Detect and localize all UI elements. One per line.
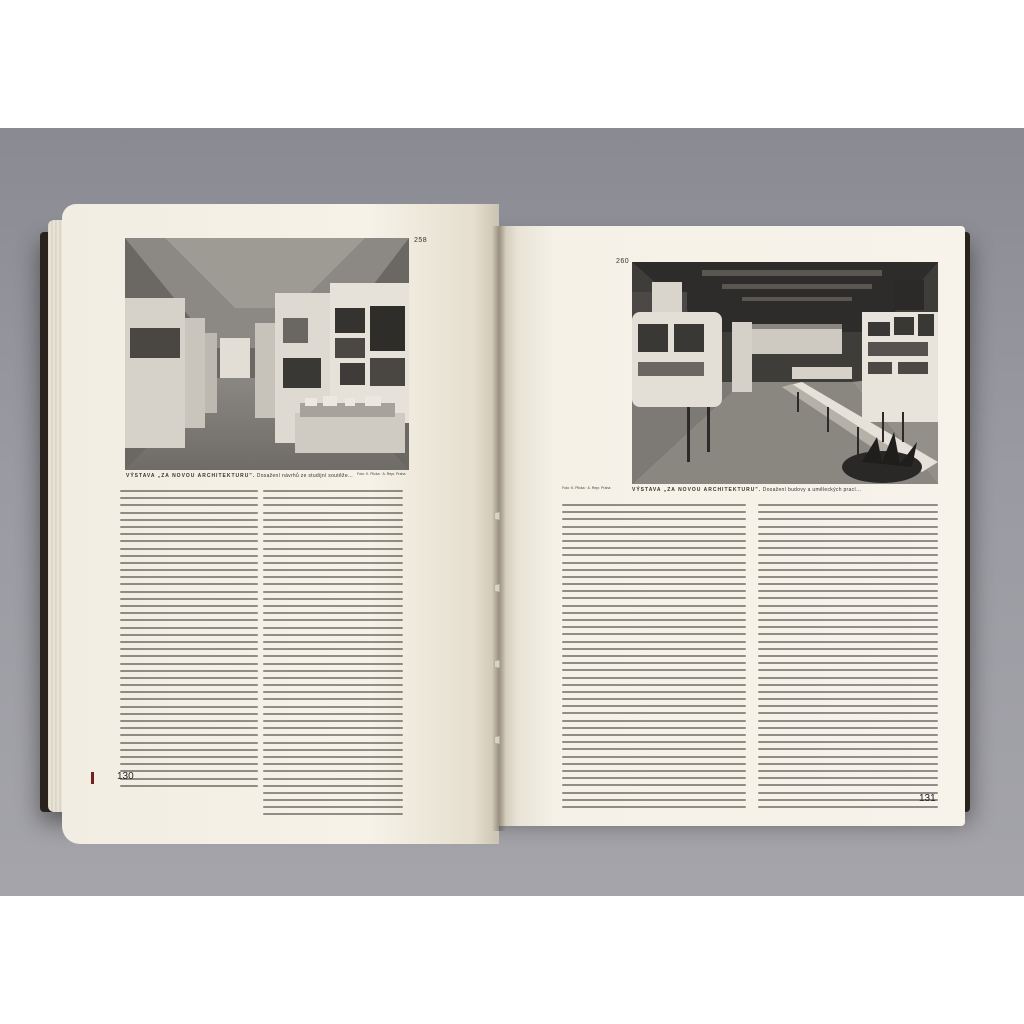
left-photo-caption (126, 473, 353, 479)
left-page-number: 130 (117, 771, 134, 782)
exhibition-hall-image-2 (632, 262, 938, 484)
page-tab-4 (494, 736, 500, 744)
right-text-column-2 (758, 504, 938, 813)
right-caption-rest: Dosažení budovy a uměleckých prací… (762, 487, 862, 493)
left-caption-lead: VÝSTAVA „ZA NOVOU ARCHITEKTURU". (126, 473, 256, 479)
right-text-column-1 (562, 504, 746, 813)
right-page-number: 131 (919, 793, 936, 804)
left-text-column-2 (263, 490, 403, 821)
page-tab-2 (494, 584, 500, 592)
right-exhibition-photo (632, 262, 938, 484)
left-caption-rest: Dosažení návrhů ze studijní soutěže… (256, 473, 354, 479)
page-tab-1 (494, 512, 500, 520)
right-caption-lead: VÝSTAVA „ZA NOVOU ARCHITEKTURU". (632, 487, 762, 493)
left-text-column-1 (120, 490, 258, 792)
bookmark-ribbon (91, 772, 94, 784)
left-photo-credit: Foto: K. Plicka · A. Repr. Praha (357, 472, 406, 476)
right-photo-number: 260 (616, 258, 630, 265)
right-photo-credit: Foto: K. Plicka · A. Repr. Praha (562, 486, 611, 490)
right-photo-caption (632, 487, 861, 493)
exhibition-hall-image (125, 238, 409, 470)
page-tab-3 (494, 660, 500, 668)
left-photo-number: 258 (414, 237, 428, 244)
left-exhibition-photo (125, 238, 409, 470)
